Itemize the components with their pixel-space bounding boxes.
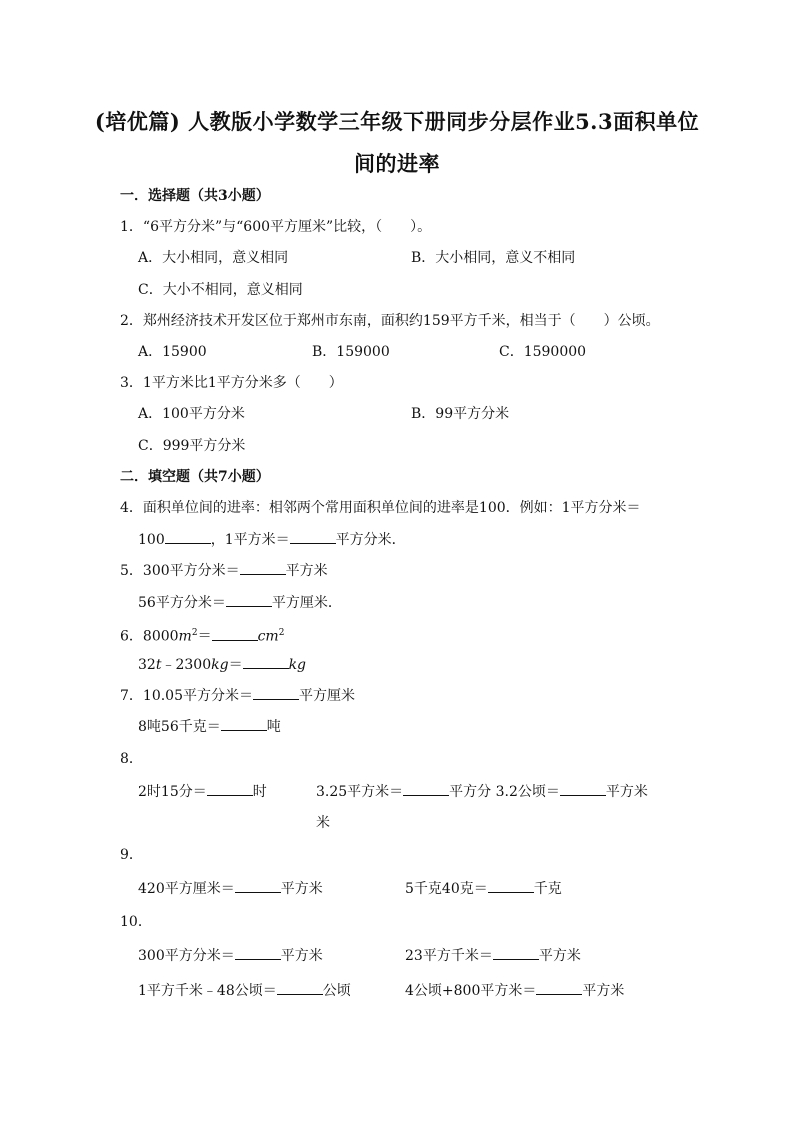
question-9-text: 5千克40克＝ — [405, 881, 488, 897]
question-7-unit: 吨 — [266, 719, 281, 735]
question-2-stem: 2．郑州经济技术开发区位于郑州市东南，面积约159平方千米，相当于（ ）公顷。 — [120, 313, 660, 329]
question-4-text-a: 100 — [138, 532, 165, 548]
question-2-option-c: C．1590000 — [499, 344, 587, 360]
answer-blank[interactable] — [488, 879, 534, 893]
answer-blank[interactable] — [290, 530, 336, 544]
question-7-line2 — [138, 717, 281, 736]
question-4-text-c: 平方分米． — [335, 532, 406, 548]
question-8-text: 3.25平方米＝ — [316, 784, 404, 800]
question-6-line2 — [138, 655, 306, 674]
answer-blank[interactable] — [235, 946, 281, 960]
question-10-unit: 公顷 — [322, 983, 351, 999]
answer-blank[interactable] — [235, 879, 281, 893]
answer-blank[interactable] — [493, 946, 539, 960]
question-10-part-d — [405, 981, 624, 1000]
equals: ＝ — [228, 657, 243, 673]
question-5-line1 — [120, 561, 328, 580]
answer-blank[interactable] — [226, 593, 272, 607]
unit-kg: kg — [288, 657, 307, 673]
question-5-line2 — [138, 593, 342, 612]
question-5-text: 5．300平方分米＝ — [120, 563, 240, 579]
question-2-option-a: A．15900 — [138, 344, 207, 360]
question-3-option-c: C．999平方分米 — [138, 438, 246, 454]
answer-blank[interactable] — [212, 627, 258, 641]
unit-cm: cm — [257, 628, 279, 645]
question-10-part-c — [138, 981, 351, 1000]
question-10-unit: 平方米 — [582, 983, 625, 999]
question-7-unit: 平方厘米 — [299, 688, 355, 704]
question-10-unit: 平方米 — [280, 948, 323, 964]
equals: ＝ — [197, 628, 212, 645]
question-9-part-b — [405, 879, 562, 898]
answer-blank[interactable] — [221, 717, 267, 731]
question-4-line1: 4．面积单位间的进率：相邻两个常用面积单位间的进率是100．例如：1平方分米＝ — [120, 500, 641, 516]
question-8-text: 3.2公顷＝ — [495, 784, 560, 800]
question-5-unit: 平方厘米． — [271, 595, 342, 611]
answer-blank[interactable] — [560, 782, 606, 796]
question-8-wrap: 米 — [316, 815, 330, 831]
answer-blank[interactable] — [165, 530, 211, 544]
question-10-text: 4公顷+800平方米＝ — [405, 983, 537, 999]
question-9-number: 9． — [120, 847, 143, 863]
question-10-part-a — [138, 946, 323, 965]
question-10-unit: 平方米 — [538, 948, 581, 964]
unit-t: t — [155, 657, 162, 673]
question-3-option-a: A．100平方分米 — [138, 406, 245, 422]
question-6-text: ﹣2300 — [161, 657, 212, 673]
unit-m: m — [178, 628, 192, 645]
superscript: 2 — [278, 628, 285, 638]
section-heading-choice: 一．选择题（共3小题） — [120, 188, 270, 204]
question-1-stem: 1．“6平方分米”与“600平方厘米”比较，（ ）。 — [120, 219, 432, 235]
document-title-line1: (培优篇) 人教版小学数学三年级下册同步分层作业5.3面积单位 — [94, 109, 700, 134]
question-9-unit: 千克 — [533, 881, 562, 897]
question-1-option-a: A．大小相同，意义相同 — [138, 250, 289, 266]
question-5-text: 56平方分米＝ — [138, 595, 226, 611]
section-heading-fill: 二．填空题（共7小题） — [120, 469, 270, 485]
question-8-part-a — [138, 782, 267, 801]
answer-blank[interactable] — [403, 782, 449, 796]
question-7-text: 7．10.05平方分米＝ — [120, 688, 253, 704]
question-10-number: 10． — [120, 914, 152, 930]
question-8-text: 2时15分＝ — [138, 784, 207, 800]
answer-blank[interactable] — [243, 655, 289, 669]
question-8-number: 8． — [120, 751, 143, 767]
answer-blank[interactable] — [536, 981, 582, 995]
answer-blank[interactable] — [253, 686, 299, 700]
question-3-option-b: B．99平方分米 — [411, 406, 510, 422]
question-7-line1 — [120, 686, 355, 705]
question-9-text: 420平方厘米＝ — [138, 881, 235, 897]
question-6-text: 32 — [138, 657, 156, 673]
answer-blank[interactable] — [240, 561, 286, 575]
answer-blank[interactable] — [277, 981, 323, 995]
question-8-unit: 平方米 — [605, 784, 648, 800]
superscript: 2 — [191, 628, 198, 638]
question-1-option-c: C．大小不相同，意义相同 — [138, 282, 303, 298]
document-title-line2: 间的进率 — [354, 151, 440, 176]
question-9-unit: 平方米 — [280, 881, 323, 897]
question-10-text: 1平方千米﹣48公顷＝ — [138, 983, 277, 999]
question-3-stem: 3．1平方米比1平方分米多（ ） — [120, 375, 343, 391]
question-7-text: 8吨56千克＝ — [138, 719, 221, 735]
unit-kg: kg — [211, 657, 229, 673]
question-10-part-b — [405, 946, 581, 965]
answer-blank[interactable] — [207, 782, 253, 796]
question-6-text: 6．8000 — [120, 628, 179, 645]
question-6-line1 — [120, 624, 284, 646]
question-9-part-a — [138, 879, 323, 898]
question-5-unit: 平方米 — [285, 563, 328, 579]
question-8-unit: 时 — [252, 784, 267, 800]
question-10-text: 300平方分米＝ — [138, 948, 235, 964]
question-4-line2 — [138, 530, 406, 549]
question-4-text-b: ，1平方米＝ — [210, 532, 290, 548]
question-1-option-b: B．大小相同，意义不相同 — [411, 250, 576, 266]
question-8-part-b — [316, 782, 648, 801]
question-8-unit: 平方分 — [449, 784, 492, 800]
question-2-option-b: B．159000 — [312, 344, 390, 360]
question-10-text: 23平方千米＝ — [405, 948, 493, 964]
